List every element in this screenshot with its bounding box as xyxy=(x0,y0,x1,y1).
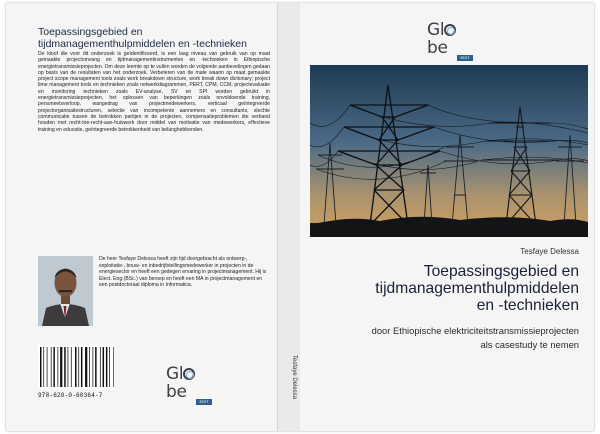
barcode-bar xyxy=(89,347,90,387)
barcode-bar xyxy=(40,347,42,387)
barcode-bar xyxy=(60,347,62,387)
barcode-bar xyxy=(58,347,59,387)
barcode-bar xyxy=(43,347,44,387)
logo-word-start: Gl xyxy=(427,20,445,40)
back-cover-summary: De kloof die voor dit onderzoek is geïdentificeerd, is een laag niveau van gebruik van op maat gemaakte projectomvang en tijdmanagementinstrumenten en -technieken in Ethiopische energietransmissieprojecten. Om deze leemte op te vullen worden de volgende aanbevelingen gedaan op basis van de resultaten van het onderzoek. Verbeteren van de mate waarin op maat gemaakte project scope management tools zoals work breakdown structure, work break down dictionary; project time management tools en technieken zoals netwerkdiagrammen, PERT, CPM, CCM, projectevaluatie en monitoring technieken zoals EV-analyse, SV en SPI worden gebruikt in energietransmissieprojecten, het oplossen van beperkingen zoals onvoldoende training, personeelsverloop, wangedrag van projectmedewerkers, verticaal geïntegreerde projectorganisatiestructuren, selectie van incompetente aannemers en consultants, slechte communicatie tussen de betrokken partijen in de projecten, compensatieproblemen die verband houden met recht-toe-recht-aan-huiswerk door middel van motivatie van medewerkers, effectieve training en educatie, geïntegreerde betrokkenheid van belanghebbenden. xyxy=(38,51,270,133)
front-title-line: tijdmanagementhulpmiddelen xyxy=(375,280,579,297)
barcode-bar xyxy=(68,347,69,387)
logo-edition-badge: EDIT xyxy=(457,55,473,61)
book-cover xyxy=(6,3,594,431)
logo-word-end: be xyxy=(166,382,187,402)
front-cover-author: Tesfaye Delessa xyxy=(520,247,579,256)
publisher-logo-wordmark xyxy=(166,365,214,401)
front-cover xyxy=(300,3,594,431)
front-cover-title xyxy=(309,263,579,314)
publisher-logo xyxy=(166,365,214,405)
barcode-bar xyxy=(109,347,110,387)
barcode-graphic xyxy=(38,345,114,389)
barcode-bar xyxy=(81,347,83,387)
back-cover-title xyxy=(38,26,268,50)
publisher-logo-wordmark xyxy=(427,21,475,57)
publisher-logo xyxy=(427,21,475,61)
back-title-line: Toepassingsgebied en xyxy=(38,26,143,38)
logo-word-start: Gl xyxy=(166,364,184,384)
barcode xyxy=(38,345,114,389)
barcode-bar xyxy=(106,347,108,387)
globe-icon xyxy=(183,368,195,380)
barcode-bar xyxy=(51,347,52,387)
author-portrait-illustration xyxy=(38,256,93,326)
barcode-bar xyxy=(71,347,72,387)
transmission-towers-illustration xyxy=(310,65,588,237)
front-subtitle-line: door Ethiopische elektriciteitstransmissieprojecten xyxy=(371,325,579,336)
front-title-line: Toepassingsgebied en xyxy=(423,263,579,280)
front-subtitle-line: als casestudy te nemen xyxy=(480,338,579,350)
barcode-bar xyxy=(78,347,79,387)
barcode-bar xyxy=(93,347,94,387)
back-cover xyxy=(6,3,277,431)
globe-icon xyxy=(444,24,456,36)
spine-author: Tesfaye Delessa xyxy=(291,355,297,400)
logo-word-end: be xyxy=(427,38,448,58)
barcode-bar xyxy=(85,347,87,387)
barcode-bar xyxy=(100,347,101,387)
barcode-bar xyxy=(113,347,114,387)
author-photo xyxy=(38,256,93,326)
back-title-line: tijdmanagementhulpmiddelen en -technieken xyxy=(38,38,247,50)
book-spine xyxy=(277,3,301,431)
barcode-bar xyxy=(47,347,48,387)
cover-photo-power-lines xyxy=(310,65,588,237)
front-cover-subtitle xyxy=(309,324,579,351)
front-title-line: en -technieken xyxy=(476,297,579,314)
barcode-bar xyxy=(103,347,105,387)
barcode-bar xyxy=(75,347,77,387)
logo-edition-badge: EDIT xyxy=(196,399,212,405)
barcode-bar xyxy=(64,347,66,387)
barcode-bar xyxy=(53,347,55,387)
barcode-bar xyxy=(95,347,97,387)
author-bio: De heer Tesfaye Delessa heeft zijn tijd doorgebracht als ontwerp-, exploitatie-, bouw- en inbedrijfstellingsmedewerker in projecten in de energiesector en heeft een gedegen ervaring in projectmanagement. Hij is Elect. Eng.(BSc.) van beroep en heeft een MA in projectmanagement en een postdoctoraal diploma in Informatica. xyxy=(99,256,267,289)
isbn-number: 978-620-0-60364-7 xyxy=(38,392,103,399)
